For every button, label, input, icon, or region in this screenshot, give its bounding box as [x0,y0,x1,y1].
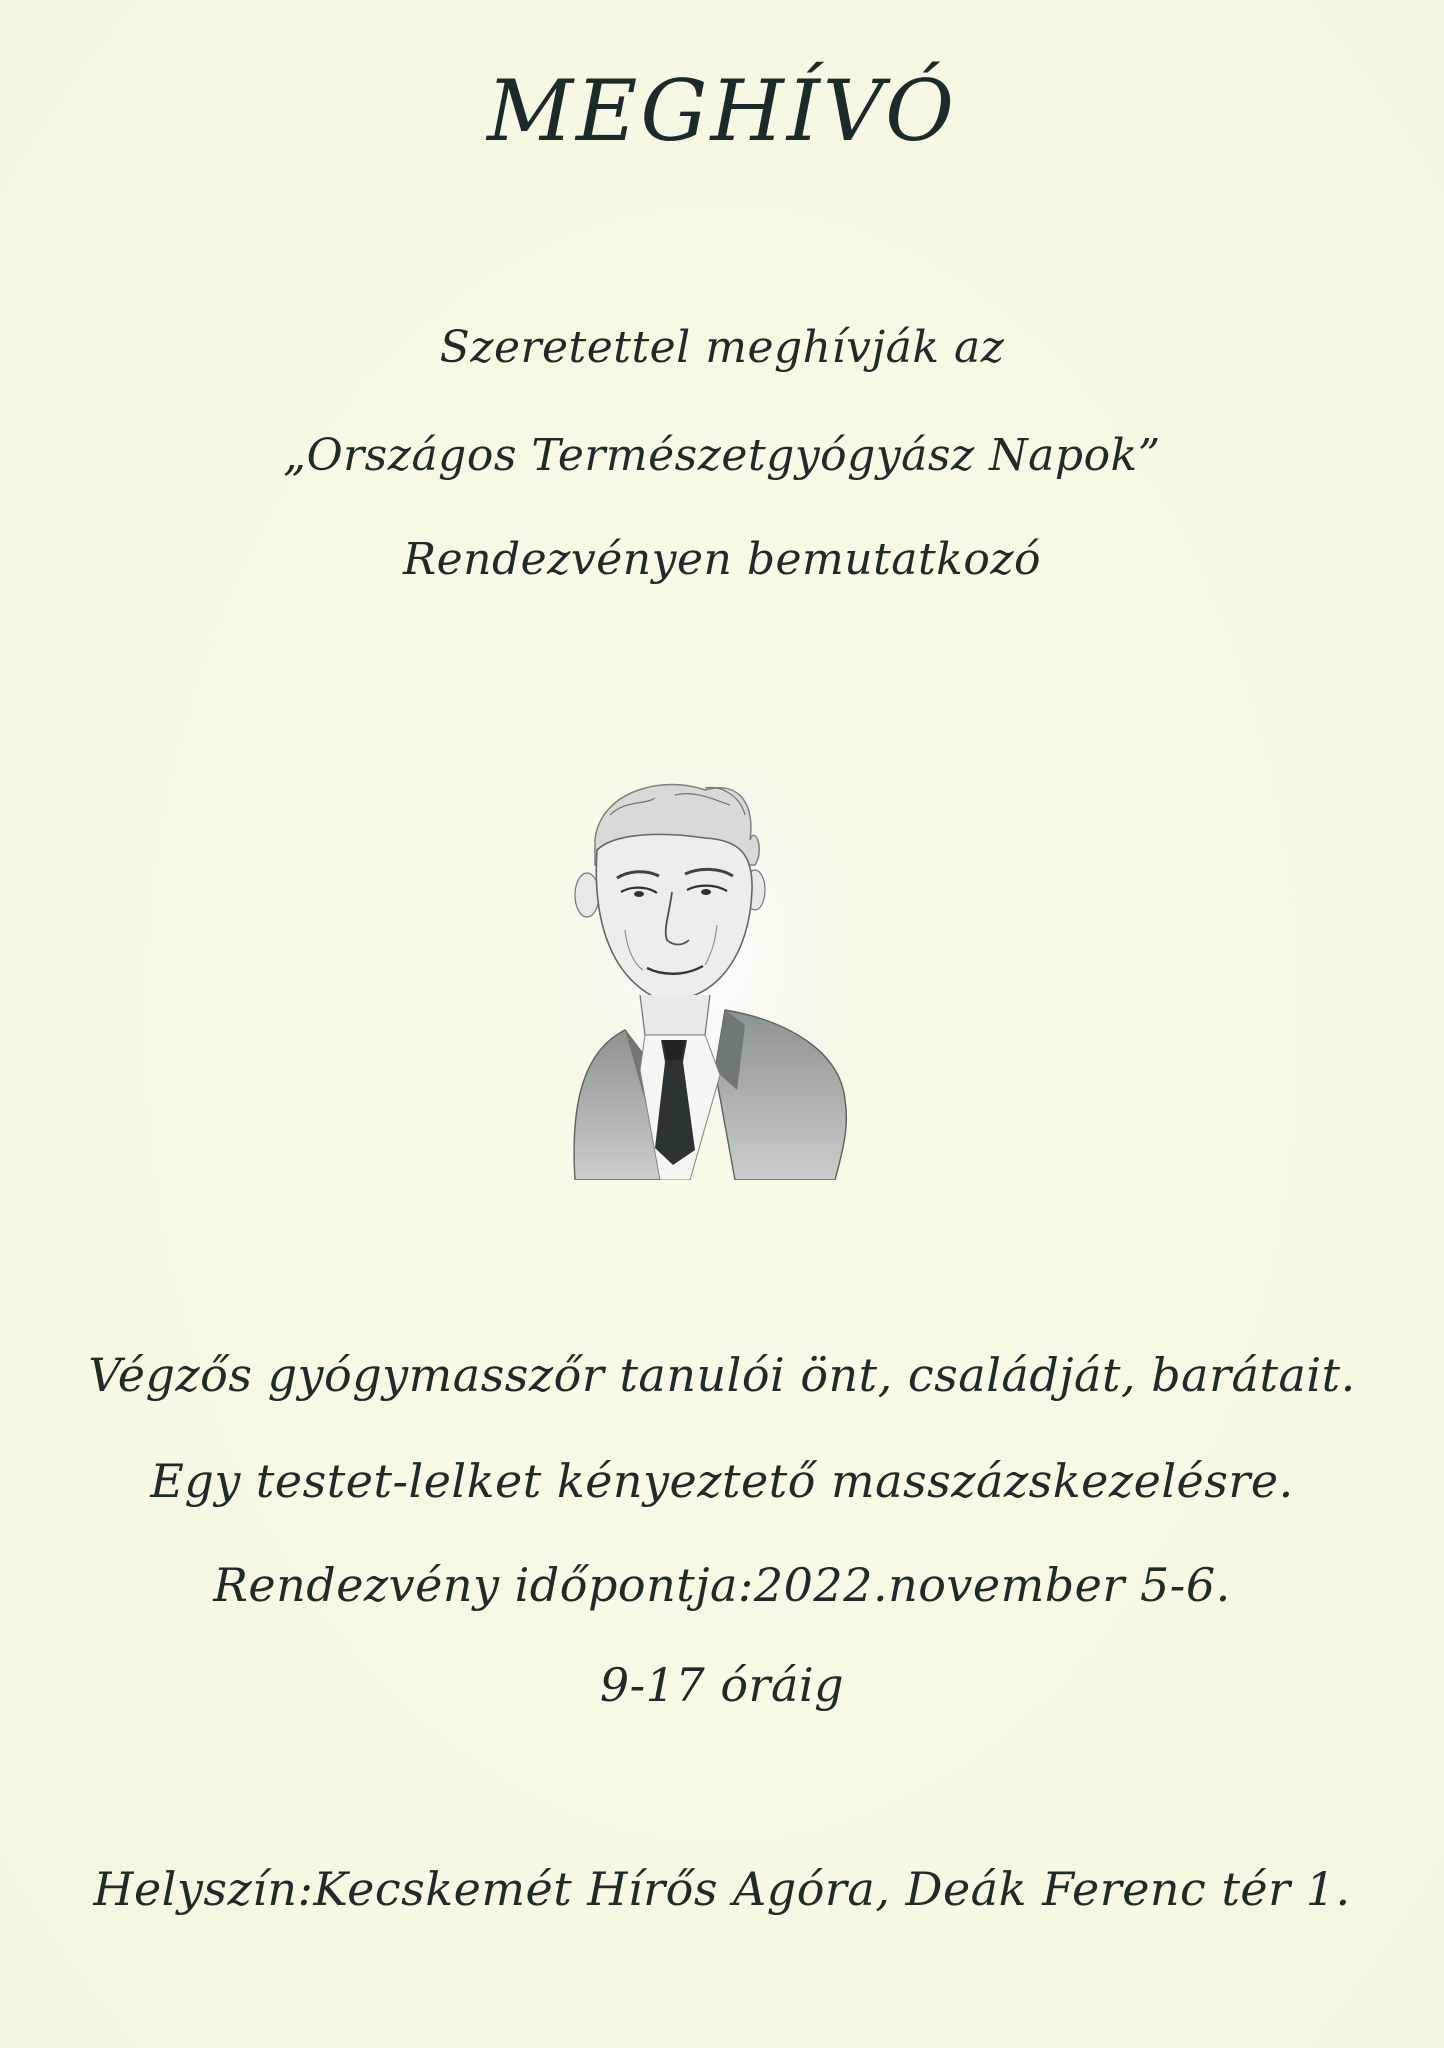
event-hours: 9-17 óráig [599,1658,845,1712]
intro-line-1: Szeretettel meghívják az [439,322,1005,373]
body-line-2: Egy testet-lelket kényeztető masszázskezelésre. [150,1454,1294,1508]
intro-line-3: Rendezvényen bemutatkozó [402,534,1042,585]
invitation-title: MEGHÍVÓ [487,62,957,160]
event-date: Rendezvény időpontja:2022.november 5-6. [213,1558,1231,1612]
body-line-1: Végzős gyógymasszőr tanulói önt, családját, barátait. [88,1348,1356,1402]
event-location: Helyszín:Kecskemét Hírős Agóra, Deák Ferenc tér 1. [93,1862,1351,1916]
intro-line-2-event-name: „Országos Természetgyógyász Napok” [283,430,1161,481]
portrait-sketch [555,770,865,1180]
